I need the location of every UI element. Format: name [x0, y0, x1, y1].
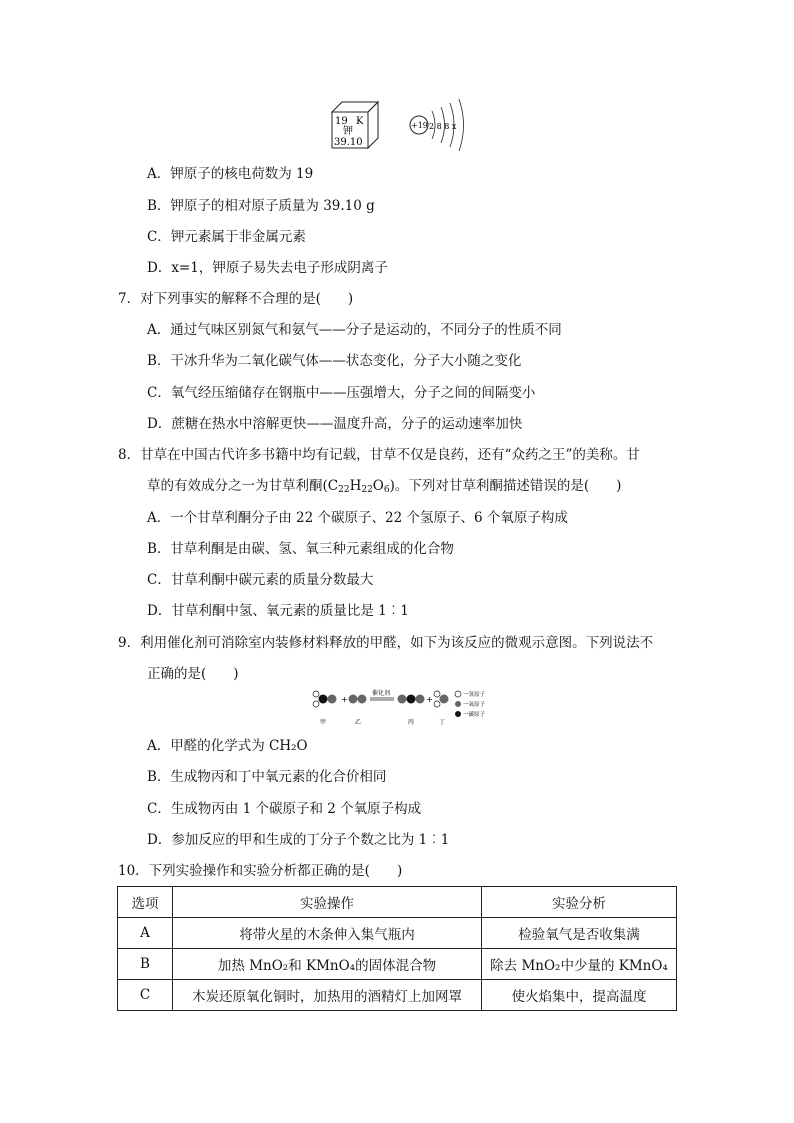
table-row: [118, 980, 677, 1011]
q8-option-c: C．甘草利酮中碳元素的质量分数最大: [147, 572, 374, 588]
catalyst-label: 催化剂: [372, 690, 391, 697]
q9-option-d: D．参加反应的甲和生成的丁分子个数之比为 1︰1: [147, 832, 450, 848]
potassium-atom-structure: [408, 95, 478, 155]
q7-stem: 7．对下列事实的解释不合理的是( ): [118, 291, 354, 307]
q7-option-b: B．干冰升华为二氧化碳气体——状态变化，分子大小随之变化: [147, 353, 522, 369]
table-row: [118, 949, 677, 980]
svg-text:+: +: [341, 695, 348, 704]
q9-option-c: C．生成物丙由 1 个碳原子和 2 个氧原子构成: [147, 801, 422, 817]
row-b-option: B: [118, 949, 173, 980]
q6-option-d: D．x=1，钾原子易失去电子形成阴离子: [147, 260, 388, 276]
q8-stem-line2: 草的有效成分之一为甘草利酮$(C_{22}H_{22}O_6)$。下列对甘草利酮描述错误的是( ): [147, 478, 622, 495]
row-a-option: A: [118, 918, 173, 949]
table-row: [118, 918, 677, 949]
row-a-analysis: 检验氧气是否收集满: [482, 918, 677, 949]
label-yi: 乙: [355, 719, 362, 726]
q6-option-a: A．钾原子的核电荷数为 19: [147, 166, 314, 182]
q9-stem-line1: 9．利用催化剂可消除室内装修材料释放的甲醛，如下为该反应的微观示意图。下列说法不: [118, 635, 654, 651]
row-c-option: C: [118, 980, 173, 1011]
q7-option-c: C．氧气经压缩储存在钢瓶中——压强增大，分子之间的间隔变小: [147, 385, 536, 401]
q7-option-a: A．通过气味区别氮气和氨气——分子是运动的，不同分子的性质不同: [147, 322, 562, 338]
q8-option-b: B．甘草利酮是由碳、氢、氧三种元素组成的化合物: [147, 541, 454, 557]
q9-option-b: B．生成物丙和丁中氧元素的化合价相同: [147, 769, 387, 785]
q9-stem-line2: 正确的是( ): [147, 666, 239, 682]
svg-text:+: +: [426, 695, 433, 704]
element-name: 钾: [343, 126, 353, 137]
row-b-operation: 加热 MnO₂和 KMnO₄的固体混合物: [173, 949, 482, 980]
label-ding: 丁: [439, 719, 446, 726]
q6-option-c: C．钾元素属于非金属元素: [147, 229, 306, 245]
q10-table: [117, 886, 677, 1011]
header-option: 选项: [118, 887, 173, 918]
element-symbol: K: [356, 116, 364, 127]
q8-option-d: D．甘草利酮中氢、氧元素的质量比是 1︰1: [147, 603, 409, 619]
potassium-element-cell: [330, 100, 380, 150]
element-number: 19: [335, 116, 348, 127]
q6-option-b: B．钾原子的相对原子质量为 39.10 g: [147, 198, 375, 214]
element-mass: 39.10: [334, 137, 363, 148]
reaction-diagram: [310, 688, 500, 730]
q9-option-a: A．甲醛的化学式为 CH₂O: [147, 738, 308, 754]
row-a-operation: 将带火星的木条伸入集气瓶内: [173, 918, 482, 949]
legend-oxygen: 一氧原子: [463, 702, 486, 708]
electron-shells: 2 8 8 x: [429, 122, 457, 131]
row-c-operation: 木炭还原氧化铜时，加热用的酒精灯上加网罩: [173, 980, 482, 1011]
legend-hydrogen: 一氢原子: [463, 692, 486, 698]
header-operation: 实验操作: [173, 887, 482, 918]
label-bing: 丙: [408, 719, 415, 726]
q7-option-d: D．蔗糖在热水中溶解更快——温度升高，分子的运动速率加快: [147, 416, 523, 432]
legend-carbon: 一碳原子: [463, 712, 486, 718]
table-header-row: [118, 887, 677, 918]
row-b-analysis: 除去 MnO₂中少量的 KMnO₄: [482, 949, 677, 980]
nucleus-charge: +19: [411, 121, 428, 130]
row-c-analysis: 使火焰集中，提高温度: [482, 980, 677, 1011]
header-analysis: 实验分析: [482, 887, 677, 918]
q10-stem: 10．下列实验操作和实验分析都正确的是( ): [118, 863, 403, 879]
q8-stem-line1: 8．甘草在中国古代许多书籍中均有记载，甘草不仅是良药，还有“众药之王”的美称。甘: [118, 447, 640, 463]
q8-option-a: A．一个甘草利酮分子由 22 个碳原子、22 个氢原子、6 个氧原子构成: [147, 510, 568, 526]
label-jia: 甲: [320, 719, 327, 726]
